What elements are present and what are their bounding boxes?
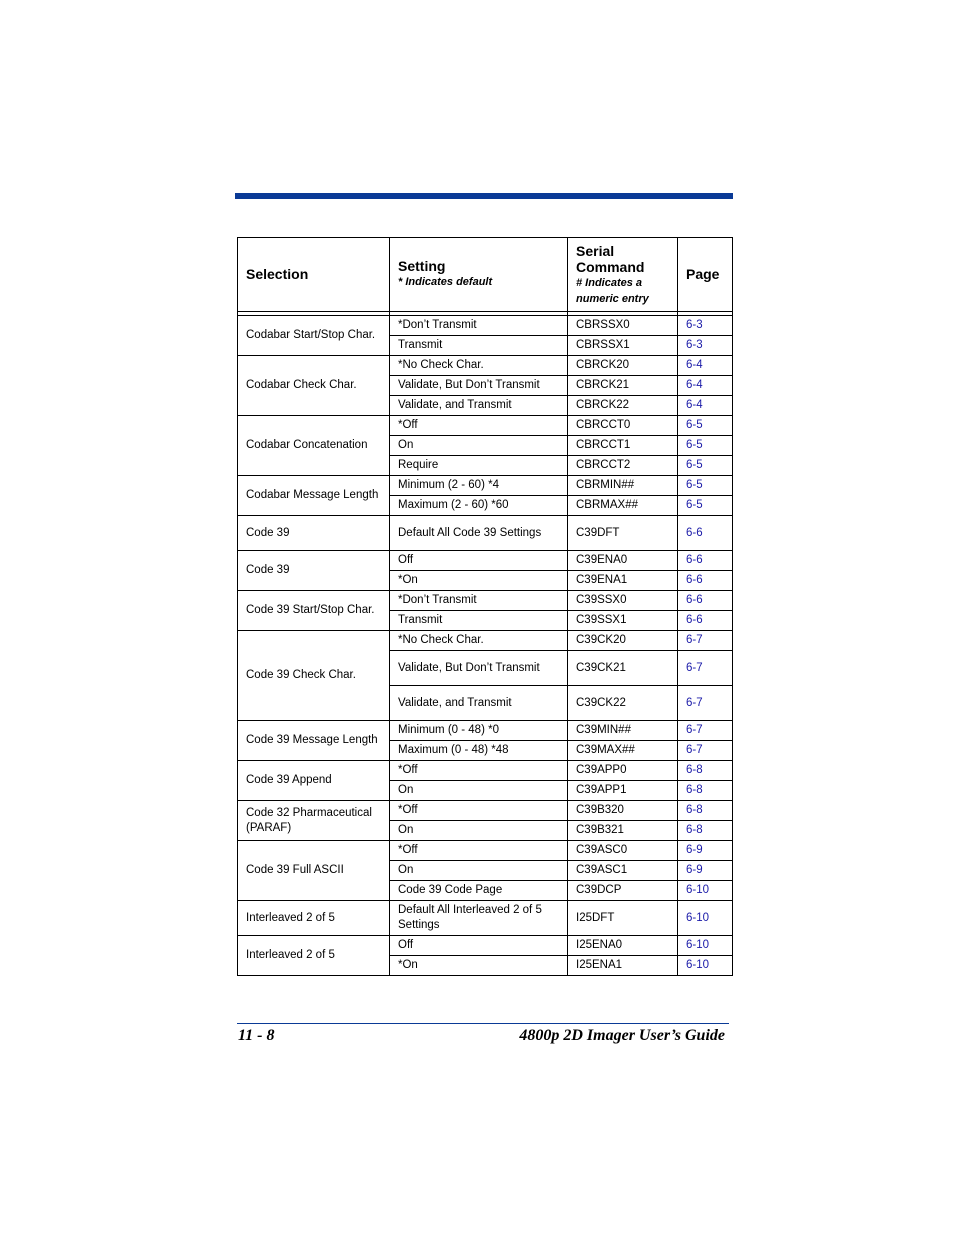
header-selection: Selection <box>238 238 390 312</box>
setting-cell: Off <box>390 551 568 571</box>
serial-command-cell: C39MIN## <box>568 721 678 741</box>
setting-cell: Transmit <box>390 336 568 356</box>
header-serial-command: Serial Command # Indicates a numeric entry <box>568 238 678 312</box>
table-row <box>238 591 733 611</box>
page-cell <box>678 316 733 336</box>
page-link[interactable]: 6-4 <box>686 379 703 391</box>
footer-page-number: 11 - 8 <box>238 1027 275 1044</box>
page-cell <box>678 936 733 956</box>
page-link[interactable]: 6-5 <box>686 479 703 491</box>
page-cell <box>678 721 733 741</box>
table-row <box>238 476 733 496</box>
selection-cell: Code 39 Full ASCII <box>238 841 390 901</box>
table-row <box>238 841 733 861</box>
serial-command-cell: CBRCK20 <box>568 356 678 376</box>
page-cell <box>678 416 733 436</box>
page-link[interactable]: 6-8 <box>686 764 703 776</box>
setting-cell: On <box>390 821 568 841</box>
selection-cell: Code 39 <box>238 516 390 551</box>
serial-command-cell: C39ENA0 <box>568 551 678 571</box>
setting-cell: *On <box>390 956 568 976</box>
setting-cell: Minimum (0 - 48) *0 <box>390 721 568 741</box>
selection-cell: Code 32 Pharmaceutical (PARAF) <box>238 801 390 841</box>
setting-cell: *No Check Char. <box>390 356 568 376</box>
setting-cell: *Don’t Transmit <box>390 591 568 611</box>
serial-command-cell: CBRCCT0 <box>568 416 678 436</box>
table-row <box>238 721 733 741</box>
setting-cell: Maximum (2 - 60) *60 <box>390 496 568 516</box>
setting-cell: On <box>390 781 568 801</box>
serial-command-table <box>237 237 733 976</box>
page-cell <box>678 496 733 516</box>
serial-command-cell: C39APP1 <box>568 781 678 801</box>
setting-cell: Validate, But Don’t Transmit <box>390 651 568 686</box>
setting-cell: On <box>390 436 568 456</box>
table-row <box>238 316 733 336</box>
table-row <box>238 901 733 936</box>
serial-command-cell: I25ENA1 <box>568 956 678 976</box>
setting-cell: Validate, and Transmit <box>390 686 568 721</box>
selection-cell: Code 39 Start/Stop Char. <box>238 591 390 631</box>
page-link[interactable]: 6-4 <box>686 399 703 411</box>
page-cell <box>678 801 733 821</box>
page-link[interactable]: 6-9 <box>686 864 703 876</box>
header-setting: Setting * Indicates default <box>390 238 568 312</box>
page-link[interactable]: 6-6 <box>686 554 703 566</box>
page-link[interactable]: 6-6 <box>686 526 703 539</box>
serial-command-cell: C39B320 <box>568 801 678 821</box>
selection-cell: Interleaved 2 of 5 <box>238 901 390 936</box>
setting-cell: Maximum (0 - 48) *48 <box>390 741 568 761</box>
page-cell <box>678 901 733 936</box>
header-page: Page <box>678 238 733 312</box>
page-cell <box>678 396 733 416</box>
page-cell <box>678 516 733 551</box>
setting-cell: *Off <box>390 801 568 821</box>
page-cell <box>678 456 733 476</box>
serial-command-cell: C39CK21 <box>568 651 678 686</box>
table-row <box>238 761 733 781</box>
serial-command-cell: CBRCK21 <box>568 376 678 396</box>
page-cell <box>678 611 733 631</box>
page-cell <box>678 741 733 761</box>
page-link[interactable]: 6-5 <box>686 419 703 431</box>
serial-command-cell: CBRSSX0 <box>568 316 678 336</box>
page-link[interactable]: 6-10 <box>686 959 710 971</box>
table-row <box>238 801 733 821</box>
serial-command-cell: C39ASC0 <box>568 841 678 861</box>
page-cell <box>678 781 733 801</box>
setting-cell: Validate, and Transmit <box>390 396 568 416</box>
table-row <box>238 936 733 956</box>
page-link[interactable]: 6-10 <box>686 884 710 896</box>
page-link[interactable]: 6-6 <box>686 614 703 626</box>
serial-command-cell: C39MAX## <box>568 741 678 761</box>
serial-command-cell: CBRMIN## <box>568 476 678 496</box>
selection-cell: Codabar Start/Stop Char. <box>238 316 390 356</box>
serial-command-cell: C39ASC1 <box>568 861 678 881</box>
selection-cell: Codabar Concatenation <box>238 416 390 476</box>
page-link[interactable]: 6-4 <box>686 359 703 371</box>
page-link[interactable]: 6-10 <box>686 911 710 924</box>
setting-cell: *On <box>390 571 568 591</box>
page-link[interactable]: 6-8 <box>686 784 703 796</box>
footer-guide-title: 4800p 2D Imager User’s Guide <box>519 1027 725 1044</box>
page-link[interactable]: 6-5 <box>686 439 703 451</box>
page-link[interactable]: 6-5 <box>686 499 703 511</box>
page-cell <box>678 436 733 456</box>
page-cell <box>678 956 733 976</box>
setting-cell: Require <box>390 456 568 476</box>
setting-cell: *No Check Char. <box>390 631 568 651</box>
selection-cell: Code 39 Append <box>238 761 390 801</box>
serial-command-cell: C39SSX0 <box>568 591 678 611</box>
page-link[interactable]: 6-7 <box>686 724 703 736</box>
page-cell <box>678 631 733 651</box>
selection-cell: Code 39 <box>238 551 390 591</box>
page-cell <box>678 841 733 861</box>
page-cell <box>678 571 733 591</box>
selection-cell: Code 39 Message Length <box>238 721 390 761</box>
setting-cell: On <box>390 861 568 881</box>
selection-cell: Codabar Check Char. <box>238 356 390 416</box>
setting-cell: Code 39 Code Page <box>390 881 568 901</box>
page-cell <box>678 651 733 686</box>
table-row <box>238 356 733 376</box>
selection-cell: Interleaved 2 of 5 <box>238 936 390 976</box>
page-link[interactable]: 6-3 <box>686 319 703 331</box>
page-link[interactable]: 6-7 <box>686 661 703 674</box>
header-accent-bar <box>235 193 733 199</box>
table-row <box>238 551 733 571</box>
serial-command-cell: C39DFT <box>568 516 678 551</box>
page-cell <box>678 336 733 356</box>
serial-command-cell: CBRSSX1 <box>568 336 678 356</box>
page-link[interactable]: 6-10 <box>686 939 710 951</box>
setting-cell: Transmit <box>390 611 568 631</box>
serial-command-cell: CBRCCT2 <box>568 456 678 476</box>
serial-command-cell: C39CK20 <box>568 631 678 651</box>
serial-command-cell: CBRCK22 <box>568 396 678 416</box>
table-row <box>238 416 733 436</box>
page-link[interactable]: 6-3 <box>686 339 703 351</box>
page-cell <box>678 686 733 721</box>
setting-cell: Validate, But Don’t Transmit <box>390 376 568 396</box>
serial-command-cell: CBRMAX## <box>568 496 678 516</box>
serial-command-cell: C39APP0 <box>568 761 678 781</box>
page-cell <box>678 761 733 781</box>
serial-command-cell: C39DCP <box>568 881 678 901</box>
setting-cell: *Off <box>390 761 568 781</box>
setting-cell: Off <box>390 936 568 956</box>
page-link[interactable]: 6-6 <box>686 594 703 606</box>
page-cell <box>678 476 733 496</box>
page-link[interactable]: 6-7 <box>686 634 703 646</box>
page-link[interactable]: 6-9 <box>686 844 703 856</box>
page-cell <box>678 356 733 376</box>
table-row <box>238 631 733 651</box>
page-link[interactable]: 6-8 <box>686 824 703 836</box>
setting-cell: *Off <box>390 841 568 861</box>
setting-cell: Default All Interleaved 2 of 5 Settings <box>390 901 568 936</box>
page-link[interactable]: 6-7 <box>686 744 703 756</box>
serial-command-cell: I25ENA0 <box>568 936 678 956</box>
selection-cell: Code 39 Check Char. <box>238 631 390 721</box>
page-link[interactable]: 6-7 <box>686 696 703 709</box>
serial-command-cell: C39CK22 <box>568 686 678 721</box>
setting-cell: Minimum (2 - 60) *4 <box>390 476 568 496</box>
setting-cell: *Off <box>390 416 568 436</box>
setting-cell: *Don’t Transmit <box>390 316 568 336</box>
table-body <box>238 316 733 976</box>
page-cell <box>678 861 733 881</box>
page-cell <box>678 591 733 611</box>
serial-command-cell: I25DFT <box>568 901 678 936</box>
serial-command-cell: C39B321 <box>568 821 678 841</box>
page-link[interactable]: 6-5 <box>686 459 703 471</box>
table-row <box>238 516 733 551</box>
serial-command-cell: C39SSX1 <box>568 611 678 631</box>
page-link[interactable]: 6-6 <box>686 574 703 586</box>
page-cell <box>678 376 733 396</box>
footer-rule <box>237 1023 729 1024</box>
selection-cell: Codabar Message Length <box>238 476 390 516</box>
setting-cell: Default All Code 39 Settings <box>390 516 568 551</box>
page-link[interactable]: 6-8 <box>686 804 703 816</box>
page-cell <box>678 881 733 901</box>
serial-command-cell: CBRCCT1 <box>568 436 678 456</box>
table-header-row <box>238 238 733 312</box>
serial-command-cell: C39ENA1 <box>568 571 678 591</box>
page-cell <box>678 551 733 571</box>
page-cell <box>678 821 733 841</box>
